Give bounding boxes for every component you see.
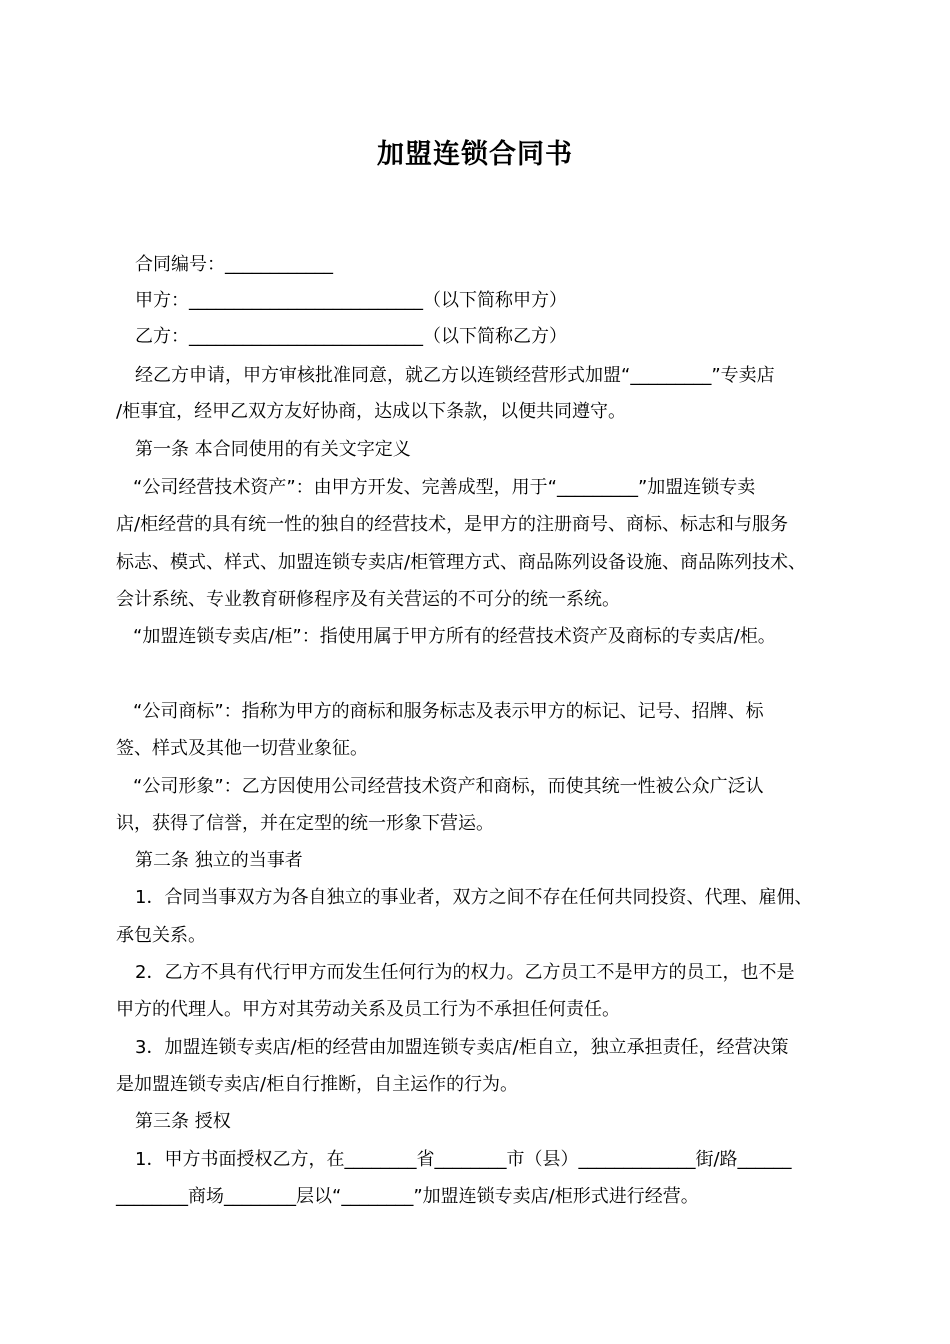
paragraph-line: “公司商标”：指称为甲方的商标和服务标志及表示甲方的标记、记号、招牌、标	[133, 701, 764, 722]
paragraph-line: ________商场________层以“________”加盟连锁专卖店/柜形式进行经营。	[116, 1186, 699, 1207]
paragraph-line: “加盟连锁专卖店/柜”：指使用属于甲方所有的经营技术资产及商标的专卖店/柜。	[133, 626, 776, 647]
paragraph-line: “公司形象”：乙方因使用公司经营技术资产和商标，而使其统一性被公众广泛认	[133, 776, 764, 797]
paragraph-line: 2．乙方不具有代行甲方而发生任何行为的权力。乙方员工不是甲方的员工，也不是	[135, 962, 795, 983]
party-a-line: 甲方：__________________________（以下简称甲方）	[135, 290, 567, 311]
paragraph-line: 经乙方申请，甲方审核批准同意，就乙方以连锁经营形式加盟“_________”专卖店	[135, 365, 775, 386]
paragraph-line: 3．加盟连锁专卖店/柜的经营由加盟连锁专卖店/柜自立，独立承担责任，经营决策	[135, 1037, 789, 1058]
party-b-line: 乙方：__________________________（以下简称乙方）	[135, 326, 567, 347]
article-heading: 第二条 独立的当事者	[135, 850, 303, 871]
document-title: 加盟连锁合同书	[377, 139, 573, 170]
contract-number-line: 合同编号：____________	[135, 254, 333, 275]
paragraph-line: 标志、模式、样式、加盟连锁专卖店/柜管理方式、商品陈列设备设施、商品陈列技术、	[116, 552, 807, 573]
paragraph-line: 承包关系。	[116, 925, 206, 946]
article-heading: 第一条 本合同使用的有关文字定义	[135, 439, 411, 460]
paragraph-line: /柜事宜，经甲乙双方友好协商，达成以下条款，以便共同遵守。	[116, 401, 627, 422]
paragraph-line: 是加盟连锁专卖店/柜自行推断，自主运作的行为。	[116, 1074, 519, 1095]
article-heading: 第三条 授权	[135, 1111, 231, 1132]
paragraph-line: 1．甲方书面授权乙方，在________省________市（县）_____________街/路______	[135, 1149, 792, 1170]
paragraph-line: 签、样式及其他一切营业象征。	[116, 738, 368, 759]
paragraph-line: 会计系统、专业教育研修程序及有关营运的不可分的统一系统。	[116, 589, 620, 610]
paragraph-line: “公司经营技术资产”：由甲方开发、完善成型，用于“_________”加盟连锁专卖	[133, 477, 756, 498]
paragraph-line: 1．合同当事双方为各自独立的事业者，双方之间不存在任何共同投资、代理、雇佣、	[135, 887, 813, 908]
paragraph-line: 识，获得了信誉，并在定型的统一形象下营运。	[116, 813, 494, 834]
paragraph-line: 店/柜经营的具有统一性的独自的经营技术，是甲方的注册商号、商标、标志和与服务	[116, 514, 789, 535]
paragraph-line: 甲方的代理人。甲方对其劳动关系及员工行为不承担任何责任。	[116, 999, 620, 1020]
